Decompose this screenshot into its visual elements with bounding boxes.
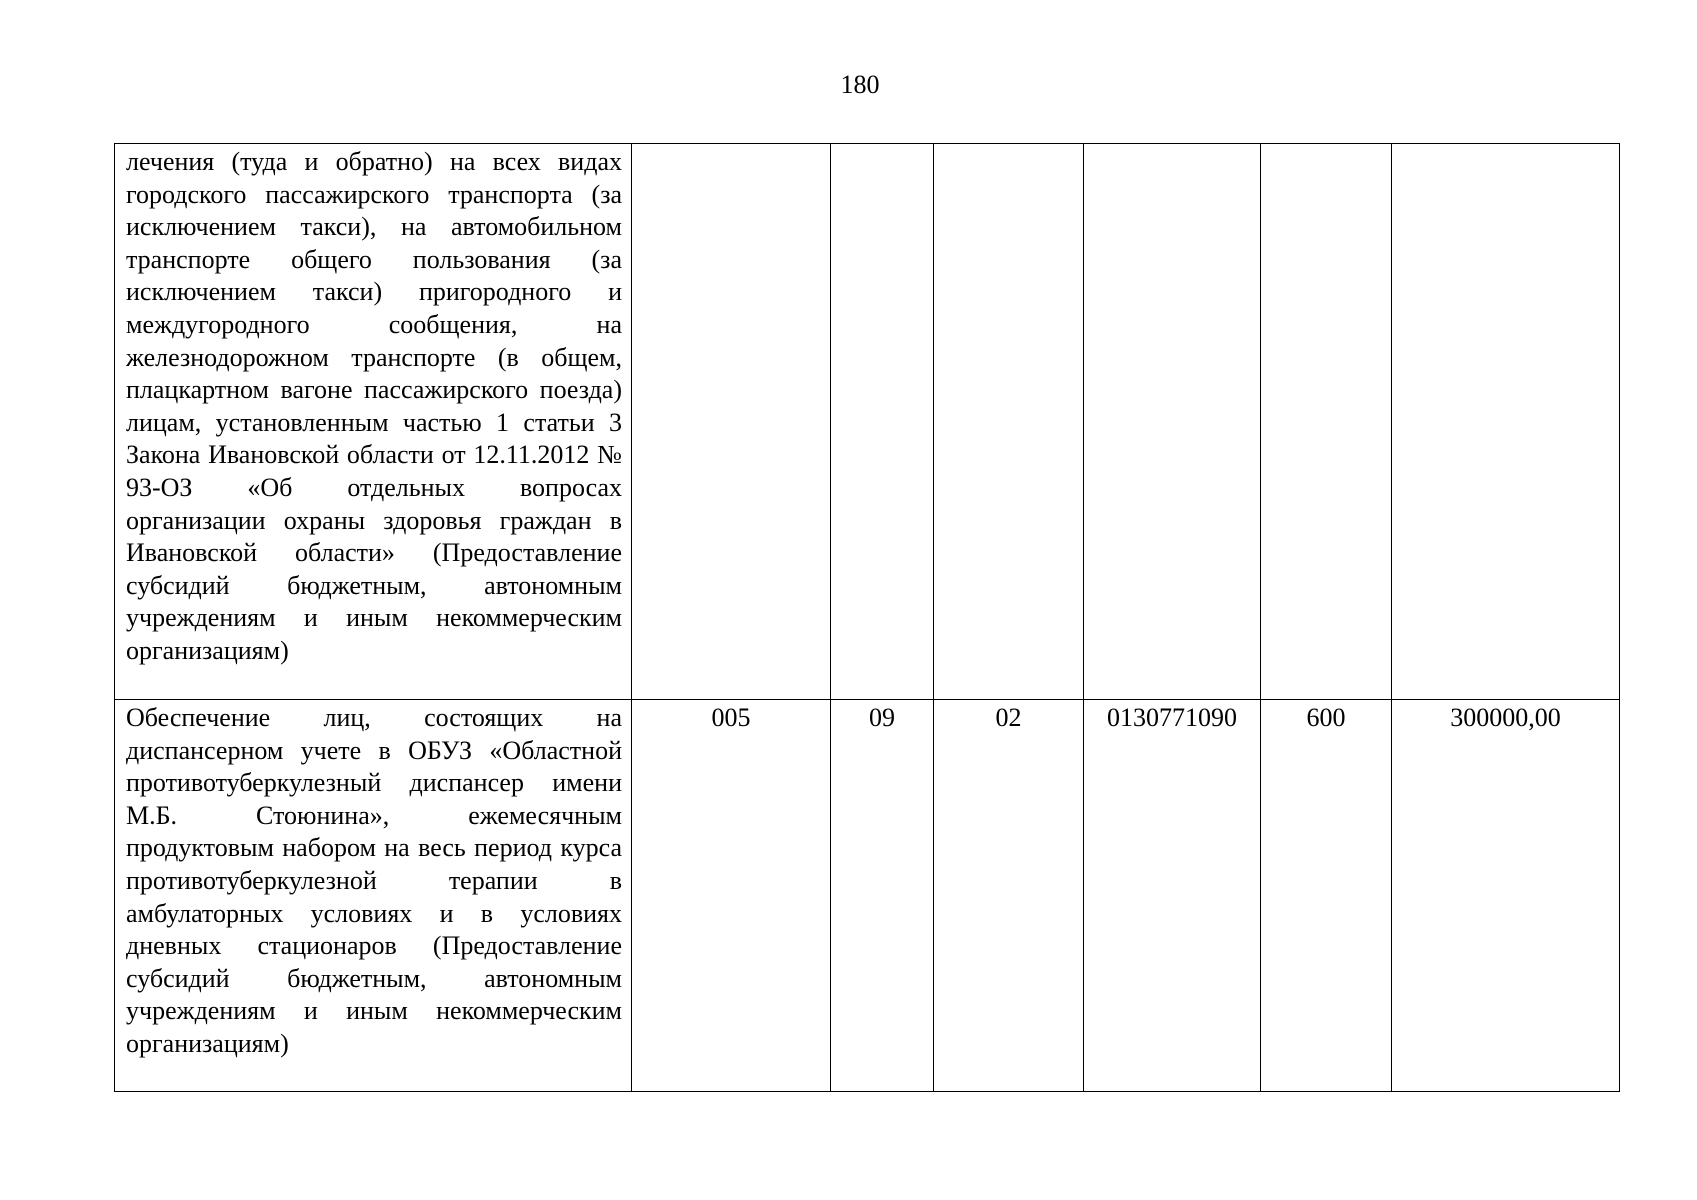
amount-cell <box>1392 144 1620 700</box>
table-row <box>115 700 1620 1092</box>
target-article-cell: 0130771090 <box>1084 700 1261 1092</box>
subsection-cell <box>934 144 1084 700</box>
expense-type-cell <box>1261 144 1392 700</box>
amount-cell: 300000,00 <box>1392 700 1620 1092</box>
budget-table <box>114 143 1620 1092</box>
section-cell <box>831 144 934 700</box>
table-row <box>115 144 1620 700</box>
expense-type-cell: 600 <box>1261 700 1392 1092</box>
ministry-code-cell <box>632 144 831 700</box>
ministry-code-cell: 005 <box>632 700 831 1092</box>
subsection-cell: 02 <box>934 700 1084 1092</box>
row-description: Обеспечение лиц, состоящих на диспансерном учете в ОБУЗ «Областной противотуберкулезный диспансер имени М.Б. Стоюнина», ежемесячным продуктовым набором на весь период курса противотуберкулезной терапии в амбулаторных условиях и в условиях дневных стационаров (Предоставление субсидий бюджетным, автономным учреждениям и иным некоммерческим организациям) <box>115 700 632 1092</box>
row-description: лечения (туда и обратно) на всех видах городского пассажирского транспорта (за исключением такси), на автомобильном транспорте общего пользования (за исключением такси) пригородного и междугородного сообщения, на железнодорожном транспорте (в общем, плацкартном вагоне пассажирского поезда) лицам, установленным частью 1 статьи 3 Закона Ивановской области от 12.11.2012 № 93-ОЗ «Об отдельных вопросах организации охраны здоровья граждан в Ивановской области» (Предоставление субсидий бюджетным, автономным учреждениям и иным некоммерческим организациям) <box>115 144 632 700</box>
page-number: 180 <box>840 70 880 99</box>
section-cell: 09 <box>831 700 934 1092</box>
target-article-cell <box>1084 144 1261 700</box>
